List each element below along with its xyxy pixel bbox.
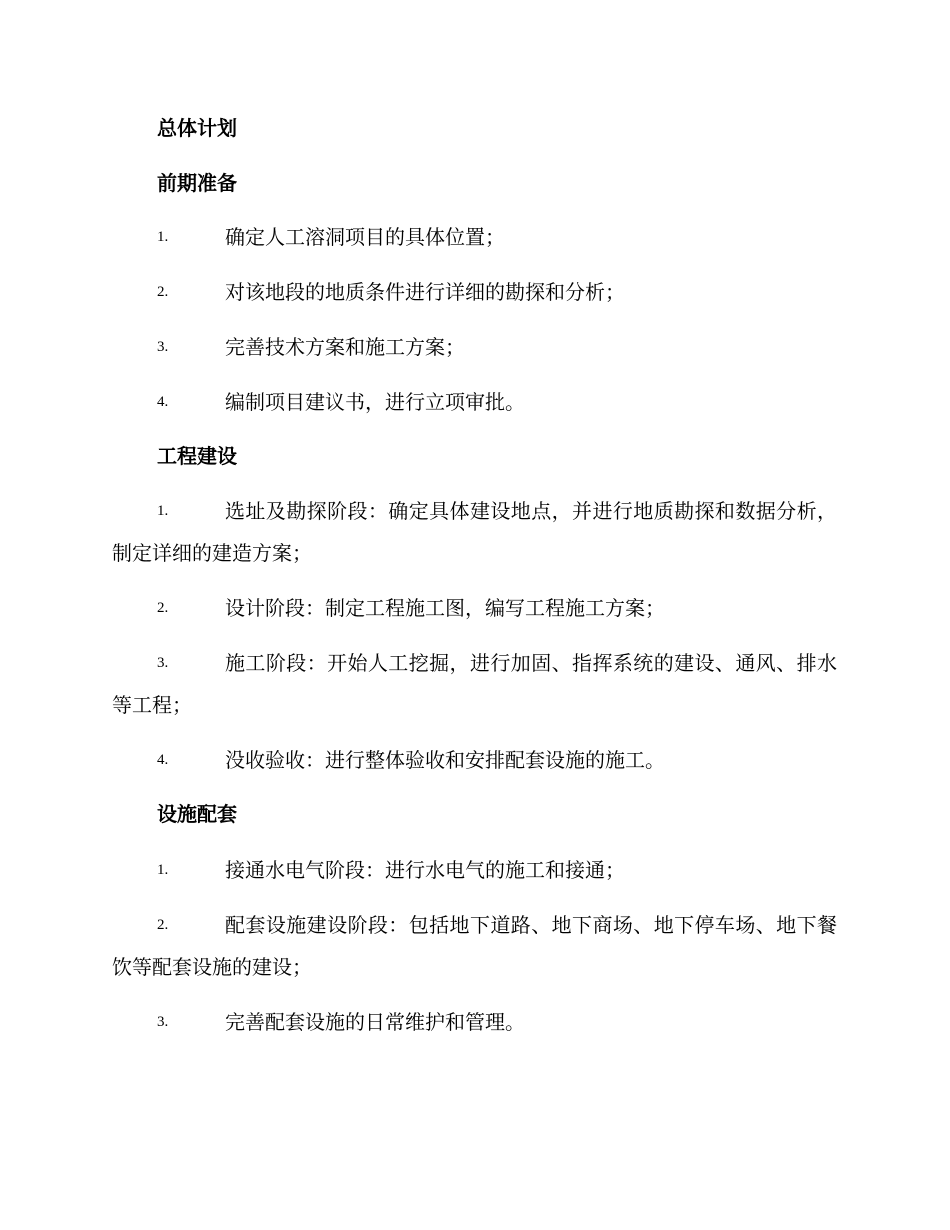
list-item <box>112 587 837 629</box>
list-item-text: 对该地段的地质条件进行详细的勘探和分析； <box>225 280 625 304</box>
list-item-number: 2. <box>157 600 169 616</box>
section-heading-construction: 工程建设 <box>157 444 237 468</box>
list-item-text: 接通水电气阶段：进行水电气的施工和接通； <box>225 858 625 882</box>
list-item-text: 编制项目建议书，进行立项审批。 <box>225 390 525 414</box>
list-item-text: 施工阶段：开始人工挖掘，进行加固、指挥系统的建设、通风、排水等工程； <box>112 651 837 717</box>
list-item-text: 确定人工溶洞项目的具体位置； <box>225 225 505 249</box>
list-item <box>112 642 837 726</box>
list-item-number: 4. <box>157 394 169 410</box>
list-item <box>112 216 837 258</box>
list-item-number: 2. <box>157 284 169 300</box>
list-item-text: 选址及勘探阶段：确定具体建设地点，并进行地质勘探和数据分析，制定详细的建造方案； <box>112 499 837 565</box>
list-item-text: 设计阶段：制定工程施工图，编写工程施工方案； <box>225 596 665 620</box>
list-item <box>112 904 837 988</box>
list-item <box>112 849 837 891</box>
list-item <box>112 1001 837 1043</box>
list-item-text: 完善配套设施的日常维护和管理。 <box>225 1010 525 1034</box>
list-item-text: 完善技术方案和施工方案； <box>225 335 465 359</box>
list-item <box>112 326 837 368</box>
list-item-number: 1. <box>157 862 169 878</box>
section-heading-preparation: 前期准备 <box>157 171 237 195</box>
list-item-number: 2. <box>157 917 169 933</box>
document-title: 总体计划 <box>157 116 237 140</box>
list-item-number: 3. <box>157 655 169 671</box>
list-item-text: 没收验收：进行整体验收和安排配套设施的施工。 <box>225 748 665 772</box>
list-item <box>112 739 837 781</box>
list-item <box>112 271 837 313</box>
list-item-number: 1. <box>157 503 169 519</box>
list-item-number: 4. <box>157 752 169 768</box>
list-item-number: 3. <box>157 1014 169 1030</box>
list-item <box>112 381 837 423</box>
list-item-number: 1. <box>157 229 169 245</box>
list-item <box>112 490 837 574</box>
list-item-text: 配套设施建设阶段：包括地下道路、地下商场、地下停车场、地下餐饮等配套设施的建设； <box>112 913 837 979</box>
section-heading-facilities: 设施配套 <box>157 802 237 826</box>
list-item-number: 3. <box>157 339 169 355</box>
